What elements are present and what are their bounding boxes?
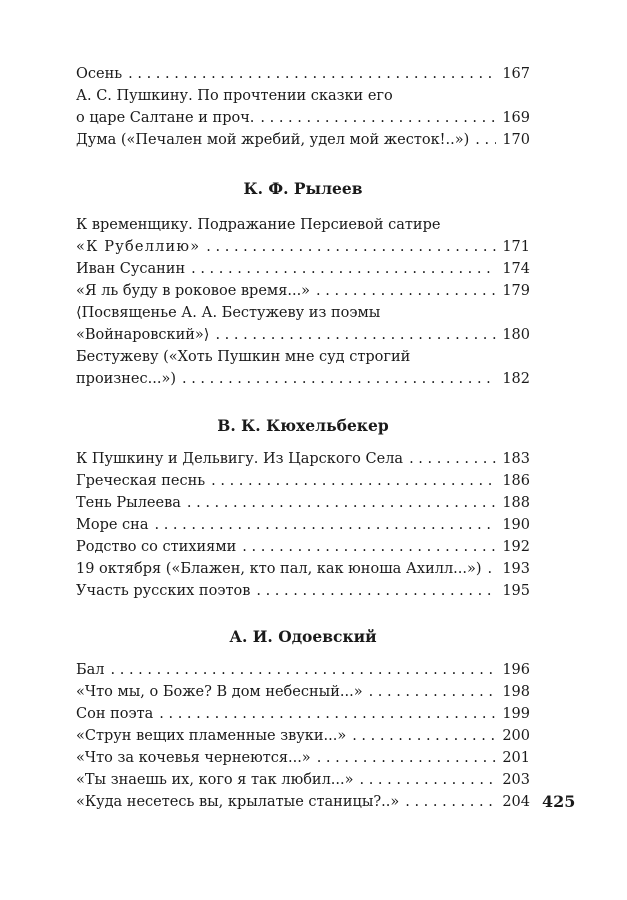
entry-title: Греческая песнь bbox=[76, 473, 206, 489]
entry-page: 196 bbox=[502, 662, 530, 678]
entry-page: 171 bbox=[502, 239, 530, 255]
entry-title: Море сна bbox=[76, 517, 149, 533]
toc-entry bbox=[76, 681, 530, 703]
entry-title: «Струн вещих пламенные звуки...» bbox=[76, 728, 347, 744]
entry-title: А. С. Пушкину. По прочтении сказки его bbox=[76, 88, 393, 104]
toc-entry bbox=[76, 129, 530, 151]
entry-page: 180 bbox=[502, 327, 530, 343]
leader-dots bbox=[360, 769, 497, 791]
toc-entry bbox=[76, 791, 530, 813]
toc-entry bbox=[76, 280, 530, 302]
entry-page: 201 bbox=[502, 750, 530, 766]
toc-entry bbox=[76, 346, 530, 390]
entry-page: 195 bbox=[502, 583, 530, 599]
leader-dots bbox=[159, 703, 496, 725]
toc-entry bbox=[76, 302, 530, 346]
leader-dots bbox=[316, 280, 496, 302]
leader-dots bbox=[154, 514, 496, 536]
entry-title: ⟨Посвященье А. А. Бестужеву из поэмы bbox=[76, 305, 381, 321]
entry-title: Родство со стихиями bbox=[76, 539, 237, 555]
section-heading: В. К. Кюхельбекер bbox=[217, 416, 389, 435]
entry-title: Дума («Печален мой жребий, удел мой жесток!..») bbox=[76, 132, 470, 148]
entry-title: Тень Рылеева bbox=[76, 495, 181, 511]
entry-page: 198 bbox=[502, 684, 530, 700]
toc-entry bbox=[76, 558, 530, 580]
entry-page: 203 bbox=[502, 772, 530, 788]
leader-dots bbox=[128, 63, 496, 85]
entry-title: «Ты знаешь их, кого я так любил...» bbox=[76, 772, 354, 788]
toc-entry bbox=[76, 448, 530, 470]
entry-page: 190 bbox=[502, 517, 530, 533]
entry-title: «Что за кочевья чернеются...» bbox=[76, 750, 311, 766]
toc-entry bbox=[76, 659, 530, 681]
toc-entry bbox=[76, 85, 530, 129]
leader-dots bbox=[352, 725, 496, 747]
entry-title: «Я ль буду в роковое время...» bbox=[76, 283, 311, 299]
leader-dots bbox=[206, 236, 496, 258]
toc-entry bbox=[76, 536, 530, 558]
entry-page: 193 bbox=[502, 561, 530, 577]
entry-title: Бестужеву («Хоть Пушкин мне суд строгий bbox=[76, 349, 411, 365]
toc-entry bbox=[76, 470, 530, 492]
entry-title: Осень bbox=[76, 66, 123, 82]
leader-dots bbox=[211, 470, 496, 492]
entry-page: 204 bbox=[502, 794, 530, 810]
entry-title: К временщику. Подражание Персиевой сатире bbox=[76, 217, 441, 233]
page-number: 425 bbox=[542, 792, 576, 811]
leader-dots bbox=[405, 791, 496, 813]
toc-entry bbox=[76, 769, 530, 791]
section-heading: К. Ф. Рылеев bbox=[243, 179, 363, 198]
entry-title: Участь русских поэтов bbox=[76, 583, 251, 599]
entry-title: Сон поэта bbox=[76, 706, 154, 722]
entry-title-cont: «К Рубеллию» bbox=[76, 239, 201, 255]
entry-title-cont: произнес...») bbox=[76, 371, 176, 387]
leader-dots bbox=[488, 558, 497, 580]
entry-title-cont: «Войнаровский»⟩ bbox=[76, 327, 210, 343]
toc-entry bbox=[76, 258, 530, 280]
leader-dots bbox=[242, 536, 496, 558]
leader-dots bbox=[191, 258, 496, 280]
toc-entry bbox=[76, 63, 530, 85]
toc-entry bbox=[76, 214, 530, 258]
section-heading: А. И. Одоевский bbox=[229, 627, 377, 646]
entry-page: 174 bbox=[502, 261, 530, 277]
entry-page: 186 bbox=[502, 473, 530, 489]
leader-dots bbox=[111, 659, 497, 681]
leader-dots bbox=[182, 368, 496, 390]
entry-title: К Пушкину и Дельвигу. Из Царского Села bbox=[76, 451, 404, 467]
entry-page: 167 bbox=[502, 66, 530, 82]
leader-dots bbox=[256, 580, 496, 602]
entry-title: 19 октября («Блажен, кто пал, как юноша Ахилл...») bbox=[76, 561, 482, 577]
toc-entry bbox=[76, 580, 530, 602]
toc-entry bbox=[76, 514, 530, 536]
entry-title: «Что мы, о Боже? В дом небесный...» bbox=[76, 684, 363, 700]
entry-title: Иван Сусанин bbox=[76, 261, 186, 277]
entry-title: Бал bbox=[76, 662, 105, 678]
leader-dots bbox=[369, 681, 497, 703]
toc-entry bbox=[76, 725, 530, 747]
toc-entry bbox=[76, 703, 530, 725]
entry-page: 170 bbox=[502, 132, 530, 148]
leader-dots bbox=[409, 448, 496, 470]
entry-page: 183 bbox=[502, 451, 530, 467]
entry-page: 199 bbox=[502, 706, 530, 722]
leader-dots bbox=[475, 129, 496, 151]
entry-page: 169 bbox=[502, 110, 530, 126]
leader-dots bbox=[187, 492, 496, 514]
entry-page: 179 bbox=[502, 283, 530, 299]
leader-dots bbox=[260, 107, 496, 129]
toc-entry bbox=[76, 747, 530, 769]
entry-page: 192 bbox=[502, 539, 530, 555]
entry-page: 200 bbox=[502, 728, 530, 744]
leader-dots bbox=[317, 747, 497, 769]
entry-title-cont: о царе Салтане и проч. bbox=[76, 110, 255, 126]
entry-title: «Куда несетесь вы, крылатые станицы?..» bbox=[76, 794, 400, 810]
entry-page: 182 bbox=[502, 371, 530, 387]
toc-entry bbox=[76, 492, 530, 514]
leader-dots bbox=[215, 324, 496, 346]
entry-page: 188 bbox=[502, 495, 530, 511]
